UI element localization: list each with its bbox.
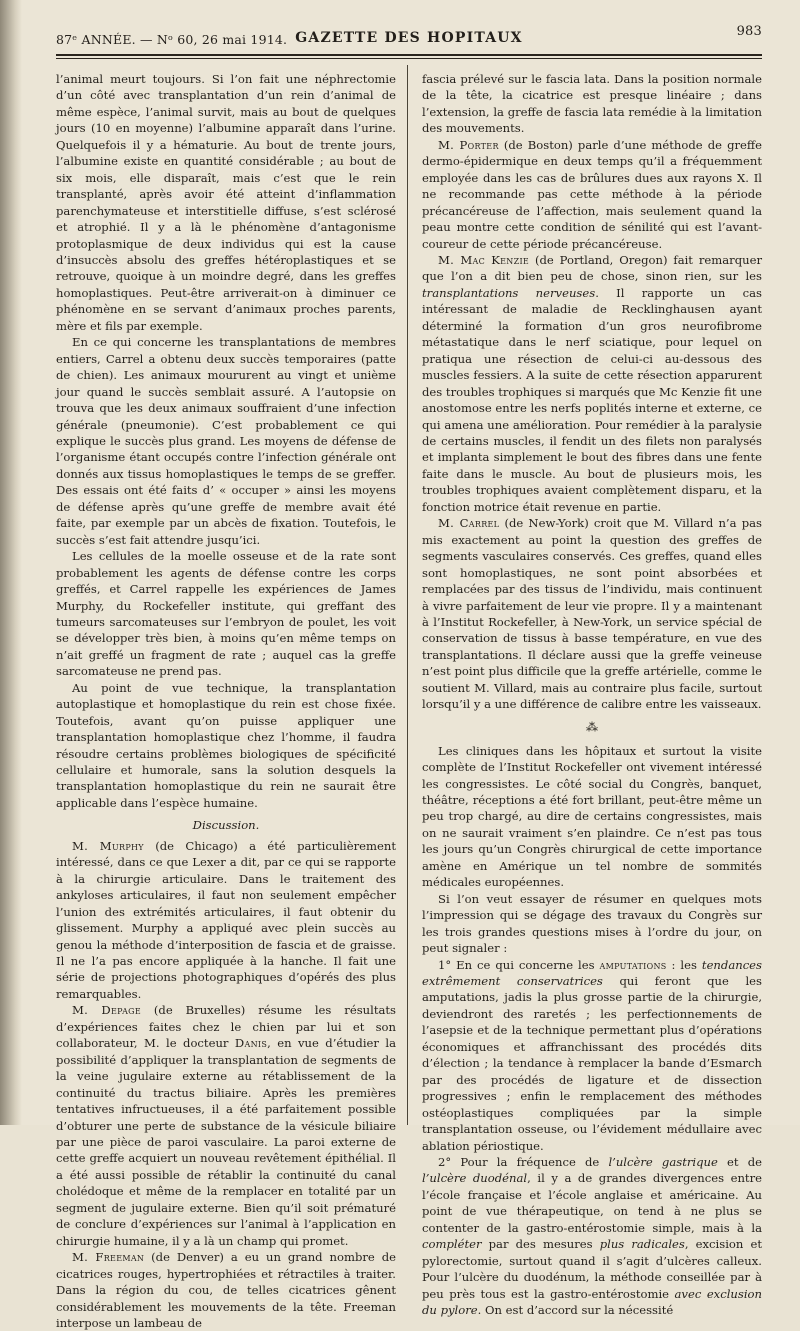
section-title-discussion: Discussion.	[192, 818, 260, 833]
italic-text: tendances extrêmement conservatrices	[422, 957, 762, 989]
paragraph-porter	[422, 137, 762, 252]
paragraph-text: qui feront que les amputations, jadis la plus grosse partie de la chirurgie, deviendront des raretés ; les perfectionnements de l’asepsie et de la technique permettant plus d’opérations économiques et affranchissant des procédés dits d’élection ; la tendance à remplacer la bande d’Esmarch par des procédés de ligature et de dissection progressives ; enfin le remplacement des méthodes ostéoplastiques compliquées par la simple transplantation osseuse, ou l’évidement médullaire avec ablation périostique.	[422, 974, 762, 1153]
paragraph-text: , il y a de grandes divergences entre l’école française et l’école anglaise et américaine. Au point de vue thérapeutique, on tend à ne plus se contenter de la gastro-entérostomie simple, mais à la	[422, 1171, 762, 1235]
paragraph-text: par des mesures	[481, 1237, 600, 1252]
text-columns	[56, 71, 762, 1331]
paragraph: l’animal meurt toujours. Si l’on fait une néphrectomie d’un côté avec transplantation d’un rein d’animal de même espèce, l’animal survit, mais au bout de quelques jours (10 en moyenne) l’albumine apparaît dans l’urine. Quelquefois il y a hématurie. Au bout de trente jours, l’albumine existe en quantité considérable ; au bout de six mois, elle disparaît, mais c’est que le rein transplanté, après avoir été atteint d’inflammation parenchymateuse et interstitielle diffuse, s’est sclérosé et atrophié. Il y a là le phénomène d’antagonisme protoplasmique de deux individus qui est la cause d’insuccès absolu des greffes hétéroplastiques et se retrouve, quoique à un moindre degré, dans les greffes homoplastiques. Peut-être arriverait-on à diminuer ce phénomène en se servant d’animaux proches parents, mère et fils par exemple.	[56, 72, 396, 333]
paragraph-freeman	[56, 1249, 396, 1331]
header-rule-thin	[56, 58, 762, 59]
paragraph: Au point de vue technique, la transplantation autoplastique et homoplastique du rein est chose fixée. Toutefois, avant qu’on puisse appliquer une transplantation homoplastique chez l’homme, il faudra résoudre certains problèmes biologiques de spécificité cellulaire et humorale, sans la solution desquels la transplantation homoplastique du rein ne saurait être applicable dans l’espèce humaine.	[56, 680, 396, 810]
paragraph-text: 1° En ce qui concerne les	[438, 957, 600, 972]
paragraph: En ce qui concerne les transplantations de membres entiers, Carrel a obtenu deux succès temporaires (patte de chien). Les animaux moururent au vingt et unième jour quand le succès semblait assuré. A l’autopsie on trouva que les deux animaux souffraient d’une infection générale (pneumonie). C’est probablement ce qui explique le succès plus grand. Les moyens de défense de l’organisme étant occupés contre l’infection générale ont donnés aux tissus homoplastiques le temps de se greffer. Des essais ont été faits d’ « occuper » ainsi les moyens de défense après qu’une greffe de membre avait été faite, par exemple par un abcès de fixation. Toutefois, le succès s’est fait attendre jusqu’ici.	[56, 335, 396, 547]
italic-text: plus radicales	[599, 1237, 685, 1252]
speaker-name: M. Porter	[438, 137, 499, 152]
journal-title: GAZETTE DES HOPITAUX	[295, 30, 523, 46]
issue-info: 87ᵉ ANNÉE. — Nᵒ 60, 26 mai 1914.	[56, 32, 288, 47]
paragraph-text: (de Bruxelles) résume les résultats d’expériences faites chez le chien par lui et son collaborateur, M. le docteur	[56, 1003, 397, 1051]
paragraph-text: 2° Pour la fréquence de	[438, 1155, 609, 1169]
speaker-name: M. Murphy	[72, 838, 144, 853]
paragraph-murphy	[56, 838, 396, 1003]
paragraph-text: . On est d’accord sur la nécessité	[477, 1303, 674, 1318]
paragraph-mackenzie	[422, 252, 762, 515]
italic-text: avec exclusion du pylore	[422, 1286, 762, 1318]
paragraph-text: (de Boston) parle d’une méthode de greffe dermo-épidermique en deux temps qu’il a fréquemment employée dans les cas de brûlures dues aux rayons X. Il ne recommande pas cette méthode à la période précancéreuse de l’affection, mais seulement quand la peau montre cette condition de sénilité qui est l’avant-coureur de cette période précancéreuse.	[422, 137, 762, 251]
column-divider	[407, 65, 408, 1125]
left-column	[56, 71, 396, 1331]
paragraph-text: (de Portland, Oregon) fait remarquer que l’on a dit bien peu de chose, sinon rien, sur les	[422, 252, 762, 284]
paragraph: Si l’on veut essayer de résumer en quelques mots l’impression qui se dégage des travaux du Congrès sur les trois grandes questions mises à l’ordre du jour, on peut signaler :	[422, 891, 762, 956]
page-header	[56, 22, 762, 48]
italic-text: l’ulcère duodénal	[422, 1171, 528, 1186]
paragraph-carrel	[422, 515, 762, 712]
asterism-divider: ⁂	[586, 719, 598, 734]
paragraph-depage	[56, 1002, 396, 1249]
page-gutter-shadow	[0, 0, 22, 1125]
right-column	[422, 71, 762, 1331]
italic-text: l’ulcère gastrique	[608, 1155, 718, 1169]
paragraph-text: , excision et pylorectomie, surtout quand il s’agit d’ulcères calleux. Pour l’ulcère du duodénum, la méthode conseillée par à peu près tous est la gastro-entérostomie	[422, 1237, 762, 1301]
header-rule-thick	[56, 54, 762, 56]
speaker-name: M. Carrel	[438, 516, 500, 531]
paragraph-text: , en vue d’étudier la possibilité d’appliquer la transplantation de segments de la veine jugulaire externe au rétablissement de la continuité du tractus biliaire. Après les premières tentatives infructueuses, il a été parfaitement possible d’obturer une perte de substance de la vésicule biliaire par une pièce de paroi vasculaire. La paroi externe de cette greffe acquiert un nouveau revêtement épithélial. Il a été aussi possible de rétablir la continuité du canal cholédoque et même de la remplacer en totalité par un segment de jugulaire externe. Bien qu’il soit prématuré de conclure d’expériences sur l’animal à l’application en chirurgie humaine, il y a là un champ qui promet.	[56, 1036, 396, 1248]
paragraph-text: : les	[666, 957, 702, 972]
paragraph-text: . Il rapporte un cas intéressant de maladie de Recklinghausen ayant déterminé la formation d’un gros neurofibrome métastatique dans le nerf sciatique, pour lequel on pratiqua une résection de celui-ci au-dessous des muscles fessiers. A la suite de cette résection apparurent des troubles trophiques si marqués que Mc Kenzie fit une anostomose entre les nerfs poplités interne et externe, ce qui amena une amélioration. Pour remédier à la paralysie de certains muscles, il fendit un des filets non paralysés et implanta simplement le bout des fibres dans une fente faite dans le muscle. Au bout de plusieurs mois, les troubles trophiques avaient complètement disparu, et la fonction motrice était revenue en partie.	[422, 285, 762, 514]
person-name: Danis	[234, 1036, 268, 1051]
speaker-name: M. Freeman	[72, 1250, 145, 1265]
paragraph: Les cellules de la moelle osseuse et de la rate sont probablement les agents de défense contre les corps greffés, et Carrel rappelle les expériences de James Murphy, du Rockefeller institute, qui greffant des tumeurs sarcomateuses sur l’embryon de poulet, les voit se développer très bien, à moins qu’en même temps on n’ait greffé un fragment de rate ; auquel cas la greffe sarcomateuse ne prend pas.	[56, 549, 396, 679]
keyword: amputations	[599, 957, 667, 972]
italic-text: compléter	[422, 1237, 482, 1252]
paragraph-ulcere	[422, 1154, 762, 1319]
paragraph-text: (de New-York) croit que M. Villard n’a pas mis exactement au point la question des greffes de segments vasculaires conservés. Ces greffes, quand elles sont homoplastiques, ne sont point absorbées et remplacées par des tissus de l’individu, mais continuent à vivre parfaitement de leur vie propre. Il y a maintenant à l’Institut Rockefeller, à New-York, un service spécial de conservation de tissus à basse température, en vue des transplantations. Il déclare aussi que la greffe veineuse n’est point plus difficile que la greffe artérielle, comme le soutient M. Villard, mais au contraire plus facile, surtout lorsqu’il y a une différence de calibre entre les vaisseaux.	[422, 516, 762, 712]
speaker-name: M. Mac Kenzie	[438, 252, 530, 267]
page-number: 983	[736, 24, 762, 39]
speaker-name: M. Depage	[72, 1003, 141, 1018]
paragraph-text: et de	[717, 1155, 762, 1169]
paragraph-amputations	[422, 957, 762, 1154]
paragraph: Les cliniques dans les hôpitaux et surtout la visite complète de l’Institut Rockefeller ont vivement intéressé les congressistes. Le côté social du Congrès, banquet, théâtre, réceptions a été fort brillant, peut-être même un peu trop chargé, au dire de certains congressistes, mais on ne saurait vraiment s’en plaindre. Ce n’est pas tous les jours qu’un Congrès chirurgical de cette importance amène en Amérique un tel nombre de sommités médicales européennes.	[422, 743, 762, 890]
paragraph: fascia prélevé sur le fascia lata. Dans la position normale de la tête, la cicatrice est presque linéaire ; dans l’extension, la greffe de fascia lata remédie à la limitation des mouvements.	[422, 72, 762, 136]
paragraph-text: (de Denver) a eu un grand nombre de cicatrices rouges, hypertrophiées et rétractiles à traiter. Dans la région du cou, de telles cicatrices gênent considérablement les mouvements de la tête. Freeman interpose un lambeau de	[56, 1250, 396, 1330]
paragraph-text: (de Chicago) a été particulièrement intéressé, dans ce que Lexer a dit, par ce qui se rapporte à la chirurgie articulaire. Dans le traitement des ankyloses articulaires, il faut non seulement empêcher l’union des extrémités articulaires, il faut obtenir du glissement. Murphy a appliqué avec plein succès au genou la méthode d’interposition de fascia et de graisse. Il ne l’a pas encore appliquée à la hanche. Il fait une série de projections photographiques d’opérés des plus remarquables.	[56, 838, 396, 1001]
italic-text: transplantations nerveuses	[422, 285, 596, 300]
